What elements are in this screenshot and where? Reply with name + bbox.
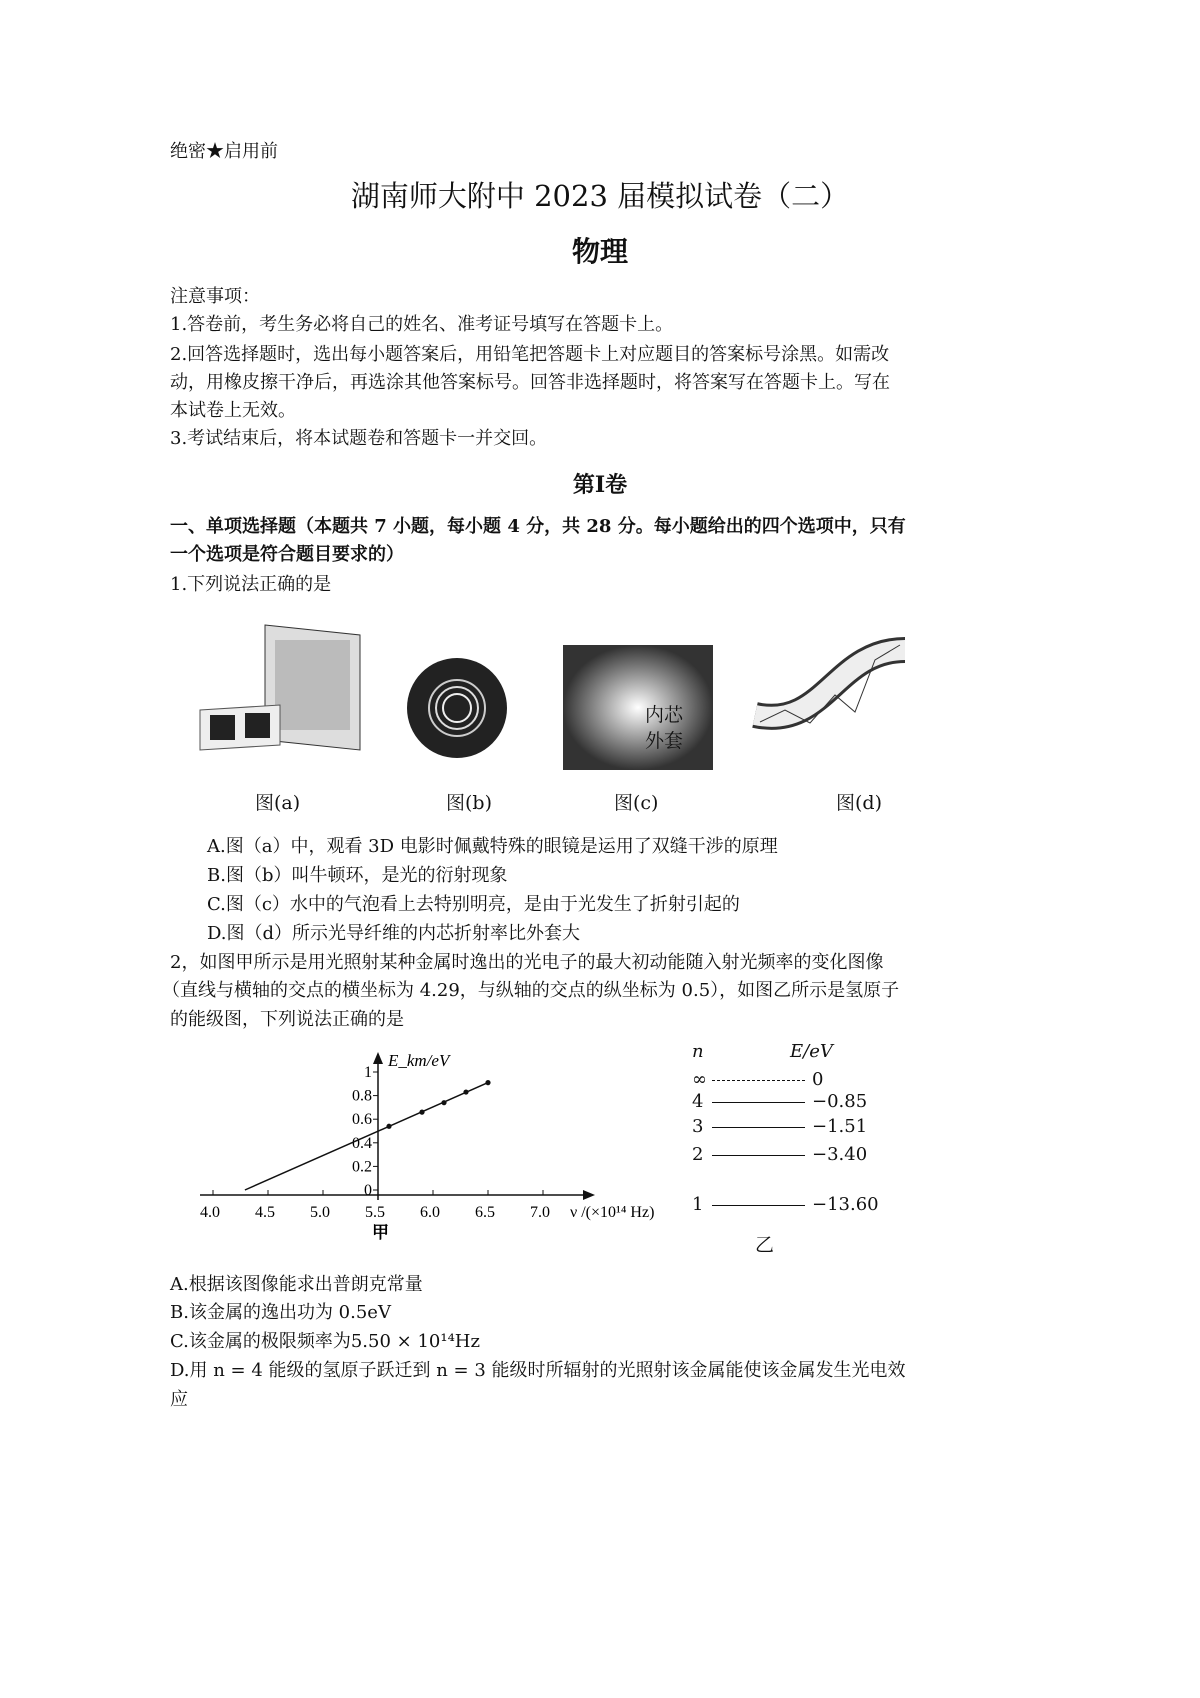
note-line: 1.答卷前，考生务必将自己的姓名、准考证号填写在答题卡上。 (170, 314, 674, 335)
q2-stem: 的能级图，下列说法正确的是 (170, 1009, 404, 1030)
x-tick-label: 6.5 (475, 1204, 495, 1221)
x-axis-arrow-icon (583, 1190, 595, 1200)
x-tick-label: 5.5 (365, 1204, 385, 1221)
q1-option-a: A.图（a）中，观看 3D 电影时佩戴特殊的眼镜是运用了双缝干涉的原理 (207, 836, 778, 857)
graph-caption: 甲 (372, 1223, 389, 1242)
q2-stem: 2，如图甲所示是用光照射某种金属时逸出的光电子的最大初动能随入射光频率的变化图像 (170, 952, 884, 973)
level-line (712, 1155, 805, 1156)
data-point (463, 1089, 468, 1094)
caption-b: 图(b) (446, 792, 492, 814)
level-line (712, 1102, 805, 1103)
fiber-core-label: 内芯 (645, 704, 684, 726)
notes-heading: 注意事项： (170, 286, 260, 307)
level-energy: 0 (812, 1069, 824, 1090)
y-axis-label: E_km/eV (388, 1051, 450, 1070)
level-n: 2 (692, 1144, 704, 1165)
data-point (441, 1100, 446, 1105)
level-energy: −1.51 (812, 1116, 868, 1137)
caption-a: 图(a) (255, 792, 301, 814)
y-tick-label: 0 (364, 1182, 372, 1199)
note-line: 2.回答选择题时，选出每小题答案后，用铅笔把答题卡上对应题目的答案标号涂黑。如需改 (170, 344, 890, 365)
secret-label: 绝密★启用前 (170, 141, 278, 162)
q2-option-d-cont: 应 (170, 1389, 188, 1410)
level-n: ∞ (692, 1069, 707, 1090)
level-energy: −0.85 (812, 1091, 868, 1112)
y-tick-label: 0.4 (352, 1134, 372, 1152)
level-line (712, 1205, 805, 1206)
level-n: 3 (692, 1116, 704, 1137)
x-tick-label: 4.5 (255, 1204, 275, 1221)
q1-option-b: B.图（b）叫牛顿环，是光的衍射现象 (207, 865, 508, 886)
y-tick-label: 0.2 (352, 1158, 372, 1176)
q2-option-c: C.该金属的极限频率为5.50 × 10¹⁴Hz (170, 1331, 480, 1352)
y-tick-label: 0.6 (352, 1111, 372, 1129)
note-line: 动，用橡皮擦干净后，再选涂其他答案标号。回答非选择题时，将答案写在答题卡上。写在 (170, 372, 890, 393)
level-line (712, 1127, 805, 1128)
n-label: n (692, 1041, 704, 1062)
part-heading: 一个选项是符合题目要求的） (170, 544, 404, 565)
level-n: 4 (692, 1091, 704, 1112)
section-title: 第Ⅰ卷 (572, 472, 628, 498)
data-point (485, 1080, 490, 1085)
x-tick-label: 4.0 (200, 1204, 220, 1221)
q2-option-b: B.该金属的逸出功为 0.5eV (170, 1302, 391, 1323)
page-title: 湖南师大附中 2023 届模拟试卷（二） (350, 179, 850, 213)
y-axis-arrow-icon (373, 1052, 383, 1064)
level-energy: −13.60 (812, 1194, 879, 1215)
q1-stem: 1.下列说法正确的是 (170, 574, 332, 595)
level-n: 1 (692, 1194, 704, 1215)
q2-option-a: A.根据该图像能求出普朗克常量 (170, 1274, 423, 1295)
q1-option-d: D.图（d）所示光导纤维的内芯折射率比外套大 (207, 923, 581, 944)
data-point (419, 1110, 424, 1115)
subject-title: 物理 (571, 235, 628, 268)
x-tick-label: 6.0 (420, 1204, 440, 1221)
x-tick-label: 5.0 (310, 1204, 330, 1221)
data-point (386, 1124, 391, 1129)
level-line (712, 1080, 805, 1081)
caption-d: 图(d) (836, 792, 882, 814)
note-line: 3.考试结束后，将本试题卷和答题卡一并交回。 (170, 428, 548, 449)
fiber-cladding-label: 外套 (645, 730, 684, 752)
q2-stem: （直线与横轴的交点的横坐标为 4.29，与纵轴的交点的纵坐标为 0.5），如图乙所示是氢原子 (162, 980, 900, 1001)
q1-option-c: C.图（c）水中的气泡看上去特别明亮，是由于光发生了折射引起的 (207, 894, 740, 915)
level-energy: −3.40 (812, 1144, 868, 1165)
level-caption: 乙 (755, 1234, 775, 1256)
note-line: 本试卷上无效。 (170, 400, 296, 421)
q2-option-d: D.用 n = 4 能级的氢原子跃迁到 n = 3 能级时所辐射的光照射该金属能使该金属发生光电效 (170, 1360, 906, 1381)
x-axis-label: ν /(×10¹⁴ Hz) (570, 1204, 655, 1221)
y-tick-label: 1 (364, 1064, 372, 1081)
y-tick-label: 0.8 (352, 1087, 372, 1105)
part-heading: 一、单项选择题（本题共 7 小题，每小题 4 分，共 28 分。每小题给出的四个选项中，只有 (170, 516, 906, 537)
caption-c: 图(c) (614, 792, 659, 814)
e-label: E/eV (790, 1041, 833, 1062)
x-tick-label: 7.0 (530, 1204, 550, 1221)
